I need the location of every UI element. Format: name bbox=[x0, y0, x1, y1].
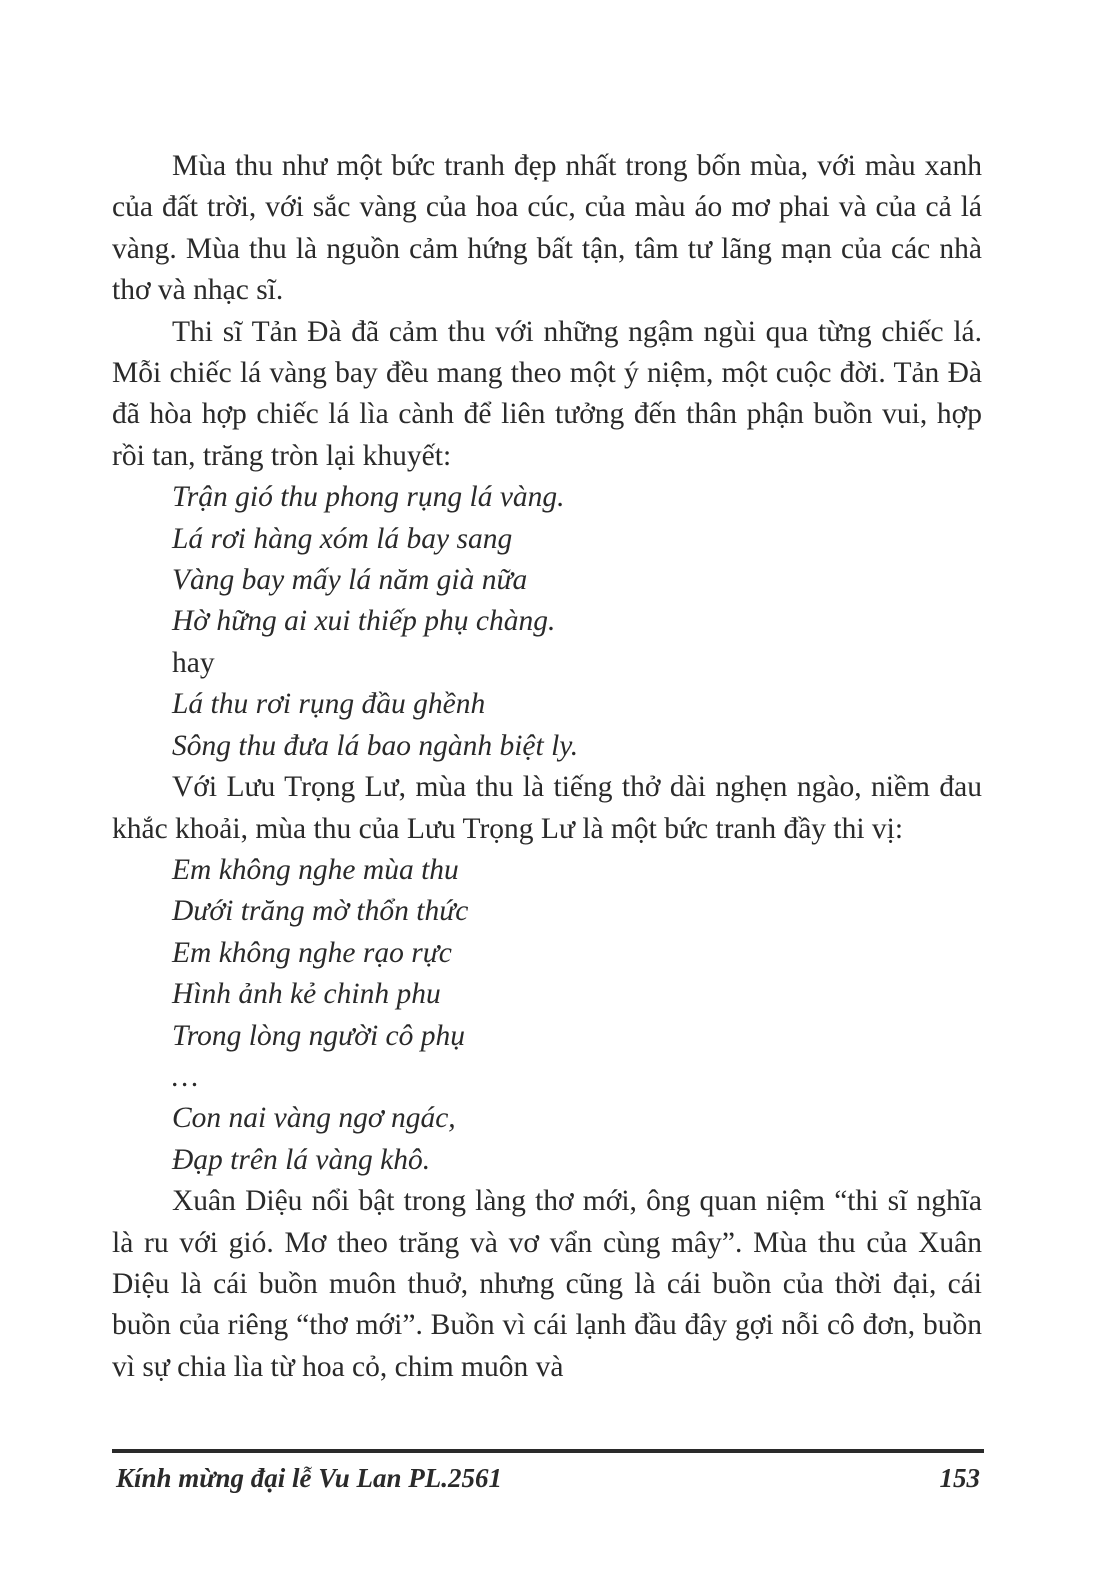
poem-ellipsis: … bbox=[172, 1060, 199, 1093]
poem-luu-trong-lu bbox=[112, 850, 982, 1181]
poem-line: Trận gió thu phong rụng lá vàng. bbox=[172, 481, 565, 514]
poem-line: Dưới trăng mờ thổn thức bbox=[172, 895, 469, 928]
poem-line: Con nai vàng ngơ ngác, bbox=[172, 1102, 456, 1135]
poem-tan-da-1 bbox=[112, 477, 982, 767]
poem-line: Lá thu rơi rụng đầu ghềnh bbox=[172, 688, 486, 721]
poem-line: Hình ảnh kẻ chinh phu bbox=[172, 978, 441, 1011]
footer-divider bbox=[112, 1449, 984, 1453]
paragraph-3: Với Lưu Trọng Lư, mùa thu là tiếng thở dài nghẹn ngào, niềm đau khắc khoải, mùa thu của Lưu Trọng Lư là một bức tranh đầy thi vị: bbox=[112, 771, 982, 845]
page-footer bbox=[112, 1456, 982, 1500]
footer-title: Kính mừng đại lễ Vu Lan PL.2561 bbox=[116, 1463, 503, 1493]
poem-line: Trong lòng người cô phụ bbox=[172, 1019, 465, 1052]
page-number: 153 bbox=[939, 1463, 980, 1493]
poem-line: Lá rơi hàng xóm lá bay sang bbox=[172, 522, 513, 555]
poem-line: Hờ hững ai xui thiếp phụ chàng. bbox=[172, 605, 556, 638]
paragraph-4: Xuân Diệu nổi bật trong làng thơ mới, ông quan niệm “thi sĩ nghĩa là ru với gió. Mơ theo trăng và vơ vẩn cùng mây”. Mùa thu của Xuân Diệu là cái buồn muôn thuở, nhưng cũng là cái buồn của thời đại, cái buồn của riêng “thơ mới”. Buồn vì cái lạnh đầu đây gợi nỗi cô đơn, buồn vì sự chia lìa từ hoa cỏ, chim muôn và bbox=[112, 1185, 982, 1383]
poem-line: Em không nghe rạo rực bbox=[172, 936, 452, 969]
page-body bbox=[112, 146, 982, 1388]
poem-line: Sông thu đưa lá bao ngành biệt ly. bbox=[172, 729, 579, 762]
poem-line: Đạp trên lá vàng khô. bbox=[172, 1143, 431, 1176]
paragraph-1: Mùa thu như một bức tranh đẹp nhất trong bốn mùa, với màu xanh của đất trời, với sắc vàng của hoa cúc, của màu áo mơ phai và của cả lá vàng. Mùa thu là nguồn cảm hứng bất tận, tâm tư lãng mạn của các nhà thơ và nhạc sĩ. bbox=[112, 150, 982, 307]
poem-line: Vàng bay mấy lá năm già nữa bbox=[172, 564, 528, 597]
connector-word: hay bbox=[172, 646, 215, 679]
poem-line: Em không nghe mùa thu bbox=[172, 853, 459, 886]
paragraph-2: Thi sĩ Tản Đà đã cảm thu với những ngậm ngùi qua từng chiếc lá. Mỗi chiếc lá vàng bay đều mang theo một ý niệm, một cuộc đời. Tản Đà đã hòa hợp chiếc lá lìa cành để liên tưởng đến thân phận buồn vui, hợp rồi tan, trăng tròn lại khuyết: bbox=[112, 315, 982, 472]
